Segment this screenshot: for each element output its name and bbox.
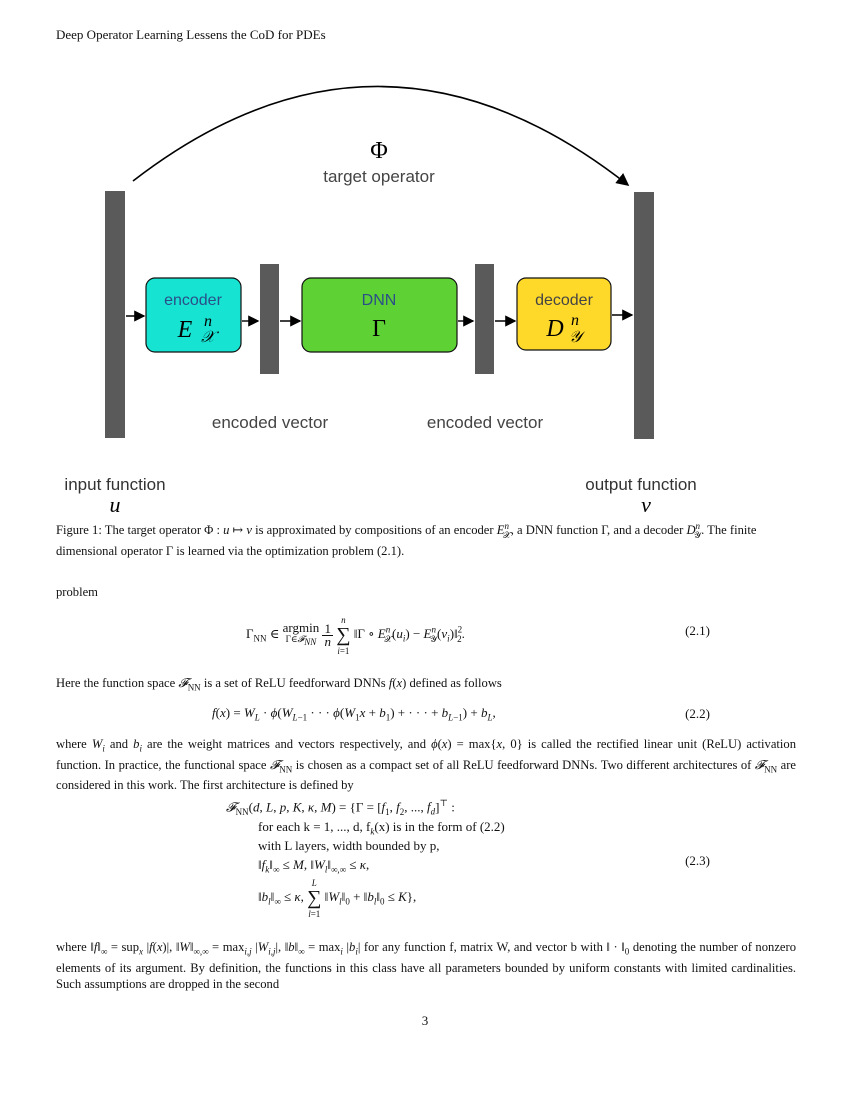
equation-2-3-line1: 𝓕$_{NN}$(d, L, p, K, κ, $M) = \{\Gamma = [f_1$, $f_2$, ..., $f_d]^⊤$ : <box>226 798 455 817</box>
equation-2-1: $\Gamma_{NN}$ ∈ argmin Γ∈𝓕$_{NN}$ $\frac{1}{n}$ n ∑ i=1 ‖Γ ∘ $E^n_𝒳(u_i)$ − $E^n_𝒴(v_i)‖^2_2$. <box>246 615 465 656</box>
equation-2-3-line3: with L layers, width bounded by p, <box>258 838 440 853</box>
target-operator-label: target operator <box>323 167 435 186</box>
decoder-symbol: D <box>546 316 564 342</box>
encoder-sub: 𝒳 <box>201 329 215 346</box>
input-bar <box>105 191 125 438</box>
output-symbol: v <box>641 492 651 517</box>
equation-2-1-number: (2.1) <box>685 623 710 638</box>
equation-2-3-line2: for each k = 1, ..., d, $f_k(x)$ is in the form of (2.2) <box>258 819 505 837</box>
decoder-sub: 𝒴 <box>569 329 582 346</box>
input-function-label: input function <box>64 475 166 494</box>
encoder-box <box>146 278 241 352</box>
dnn-symbol: Γ <box>372 316 386 342</box>
figure-caption: Figure 1: The target operator Φ : u ↦ v is approximated by compositions of an encoder $E^n_𝒳$, a DNN function Γ, and a decoder $D^n_𝒴$. The finite dimensional operator Γ is learned via the optimization problem (2.1). <box>56 521 757 558</box>
decoder-label: decoder <box>535 292 593 309</box>
encoded-bar-left <box>260 264 279 374</box>
equation-2-3-line4: $‖f_k‖_\infty \le M$, $‖W_l‖_{\infty,\infty} \le \kappa$, <box>258 857 370 875</box>
equation-2-3-line5: $‖b_l‖_\infty \le \kappa$, L ∑ l=1 $‖W_l‖_0$ + $‖b_l‖_0 \le K$}, <box>258 878 417 919</box>
decoder-sup: n <box>571 312 579 329</box>
encoder-symbol: E <box>177 317 193 343</box>
dnn-label: DNN <box>361 292 397 309</box>
where-paragraph: where $W_i$ and $b_i$ are the weight matrices and vectors respectively, and ϕ(x) = max{x, 0} is called the rectified linear unit (ReLU) activation function. In practice, the functional space 𝓕$_{NN}$ is chosen as a compact set of all ReLU feedforward DNNs. Two different architectures of 𝓕$_{NN}$ are considered in this work. The first architecture is defined by <box>56 737 796 793</box>
output-bar <box>634 192 654 439</box>
problem-text: problem <box>56 585 98 599</box>
encoded-vector-right-label: encoded vector <box>426 413 544 432</box>
equation-2-2-number: (2.2) <box>685 706 710 721</box>
function-space-paragraph: Here the function space 𝓕$_{NN}$ is a set of ReLU feedforward DNNs f(x) defined as follows <box>56 676 502 693</box>
output-function-label: output function <box>585 475 697 494</box>
encoded-bar-right <box>475 264 494 374</box>
operator-diagram <box>0 0 850 520</box>
page-number: 3 <box>421 1013 429 1028</box>
equation-2-2: $f(x) = W_L \cdot \phi(W_{L-1}$ · · · $\phi(W_1x + b_1)$ + · · · + $b_{L-1}) + b_L$, <box>212 705 496 723</box>
equation-2-3-number: (2.3) <box>685 853 710 868</box>
encoder-sup: n <box>204 313 212 330</box>
input-symbol: u <box>109 492 121 517</box>
decoder-box <box>517 278 611 350</box>
final-paragraph: where $‖f‖_\infty = sup_x$ |f(x)|, $‖W‖_{\infty,\infty} = \max_{i,j} |W_{i,j}|$, $‖b‖_\infty = \max_i |b_i|$ for any function f, matrix W, and vector b with ‖ · $‖_0$ denoting the number of nonzero elements of its argument. By definition, the functions in this class have all parameters bounded by uniform constants with limited cardinalities. Such assumptions are dropped in the second <box>56 940 796 991</box>
phi-symbol: Φ <box>370 138 388 164</box>
running-header: Deep Operator Learning Lessens the CoD for PDEs <box>56 27 326 42</box>
encoder-label: encoder <box>164 292 222 309</box>
encoded-vector-left-label: encoded vector <box>211 413 329 432</box>
